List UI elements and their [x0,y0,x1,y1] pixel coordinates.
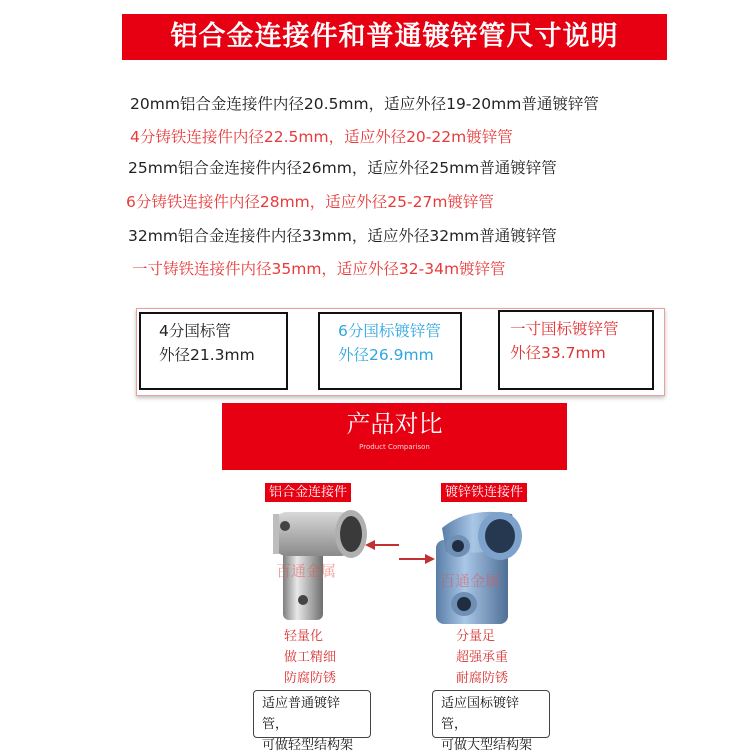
watermark: 百通金属 [276,562,337,580]
note-line: 适应国标镀锌管， [441,696,520,732]
watermark: 百通金属 [440,572,501,590]
pipe-name: 一寸国标镀锌管 [510,320,619,338]
pipe-od: 外径33.7mm [510,344,606,362]
pipe-box-1cun [498,310,654,390]
spec-line: 6分铸铁连接件内径28mm，适应外径25-27m镀锌管 [126,193,494,211]
spec-line: 一寸铸铁连接件内径35mm，适应外径32-34m镀锌管 [132,260,506,278]
spec-line: 32mm铝合金连接件内径33mm，适应外径32mm普通镀锌管 [128,227,557,245]
compare-title: 产品对比 [346,410,443,438]
compare-subtitle: Product Comparison [359,443,430,451]
galvanized-tag: 镀锌铁连接件 [441,483,527,502]
spec-line: 4分铸铁连接件内径22.5mm，适应外径20-22m镀锌管 [130,128,513,146]
galvanized-connector-image [428,500,528,628]
pipe-box-6fen [318,312,462,390]
compare-banner [222,403,567,470]
note-line: 可做轻型结构架 [262,738,354,753]
aluminum-features [284,626,336,689]
aluminum-note [253,690,371,753]
feature-item: 防腐防锈 [284,671,337,686]
feature-item: 超强承重 [456,650,509,665]
double-arrow-icon [365,540,435,564]
feature-item: 做工精细 [284,650,337,665]
page-title: 铝合金连接件和普通镀锌管尺寸说明 [122,14,667,60]
pipe-name: 6分国标镀锌管 [338,322,441,340]
galvanized-note [432,690,550,753]
note-line: 适应普通镀锌管， [262,696,341,732]
galvanized-features [456,626,508,689]
feature-item: 轻量化 [284,629,324,644]
pipe-od: 外径21.3mm [159,346,255,364]
note-line: 可做大型结构架 [441,738,533,753]
pipe-box-4fen [139,312,288,390]
spec-line: 20mm铝合金连接件内径20.5mm，适应外径19-20mm普通镀锌管 [130,95,599,113]
pipe-name: 4分国标管 [159,322,231,340]
feature-item: 分量足 [456,629,496,644]
spec-line: 25mm铝合金连接件内径26mm，适应外径25mm普通镀锌管 [128,159,557,177]
feature-item: 耐腐防锈 [456,671,509,686]
aluminum-tag: 铝合金连接件 [265,483,351,502]
pipe-od: 外径26.9mm [338,346,434,364]
